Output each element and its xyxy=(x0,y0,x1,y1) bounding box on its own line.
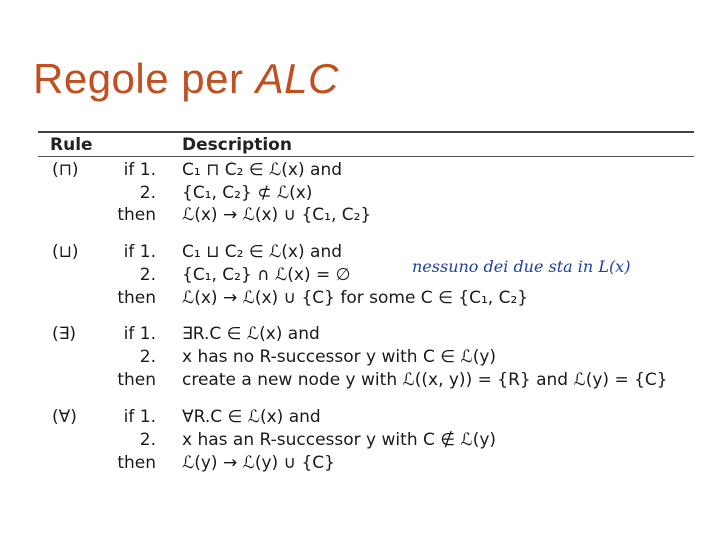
rule-description: ∃R.C ∈ ℒ(x) and xyxy=(182,324,320,344)
rule-name: (⊔) xyxy=(52,242,79,262)
rule-step: then xyxy=(117,205,156,225)
rule-description: ℒ(x) → ℒ(x) ∪ {C} for some C ∈ {C₁, C₂} xyxy=(182,288,529,308)
table-row xyxy=(0,346,720,368)
rule-step: if 1. xyxy=(123,242,156,262)
table-row xyxy=(0,287,720,309)
rule-name: (∃) xyxy=(52,324,77,344)
rule-description: create a new node y with ℒ((x, y)) = {R} and ℒ(y) = {C} xyxy=(182,370,668,390)
rule-step: 2. xyxy=(139,347,156,367)
title-logic-name: ALC xyxy=(255,55,339,102)
rule-name: (∀) xyxy=(52,407,77,427)
rule-name: (⊓) xyxy=(52,160,79,180)
table-row xyxy=(0,452,720,474)
rule-step: then xyxy=(117,370,156,390)
rule-step: if 1. xyxy=(123,160,156,180)
rule-step: 2. xyxy=(139,430,156,450)
rule-step: 2. xyxy=(139,265,156,285)
table-row xyxy=(0,406,720,428)
rule-description: {C₁, C₂} ∩ ℒ(x) = ∅ xyxy=(182,265,351,285)
rule-step: 2. xyxy=(139,183,156,203)
table-row xyxy=(0,182,720,204)
rule-description: x has no R-successor y with C ∈ ℒ(y) xyxy=(182,347,497,367)
header-description: Description xyxy=(182,135,292,155)
table-header-rule xyxy=(38,156,694,157)
rule-step: then xyxy=(117,453,156,473)
table-top-rule xyxy=(38,131,694,133)
handwritten-annotation: nessuno dei due sta in L(x) xyxy=(412,257,631,276)
rule-description: x has an R-successor y with C ∉ ℒ(y) xyxy=(182,430,497,450)
table-row xyxy=(0,323,720,345)
table-row xyxy=(0,159,720,181)
rule-step: if 1. xyxy=(123,407,156,427)
table-row xyxy=(0,369,720,391)
rule-description: ℒ(x) → ℒ(x) ∪ {C₁, C₂} xyxy=(182,205,372,225)
rule-description: ∀R.C ∈ ℒ(x) and xyxy=(182,407,321,427)
table-row xyxy=(0,204,720,226)
table-row xyxy=(0,429,720,451)
rule-description: C₁ ⊔ C₂ ∈ ℒ(x) and xyxy=(182,242,343,262)
rule-description: ℒ(y) → ℒ(y) ∪ {C} xyxy=(182,453,335,473)
slide-title xyxy=(33,55,339,102)
rule-description: C₁ ⊓ C₂ ∈ ℒ(x) and xyxy=(182,160,343,180)
rule-description: {C₁, C₂} ⊄ ℒ(x) xyxy=(182,183,313,203)
title-text: Regole per xyxy=(33,55,256,102)
rule-step: then xyxy=(117,288,156,308)
rule-step: if 1. xyxy=(123,324,156,344)
header-rule: Rule xyxy=(50,135,93,155)
